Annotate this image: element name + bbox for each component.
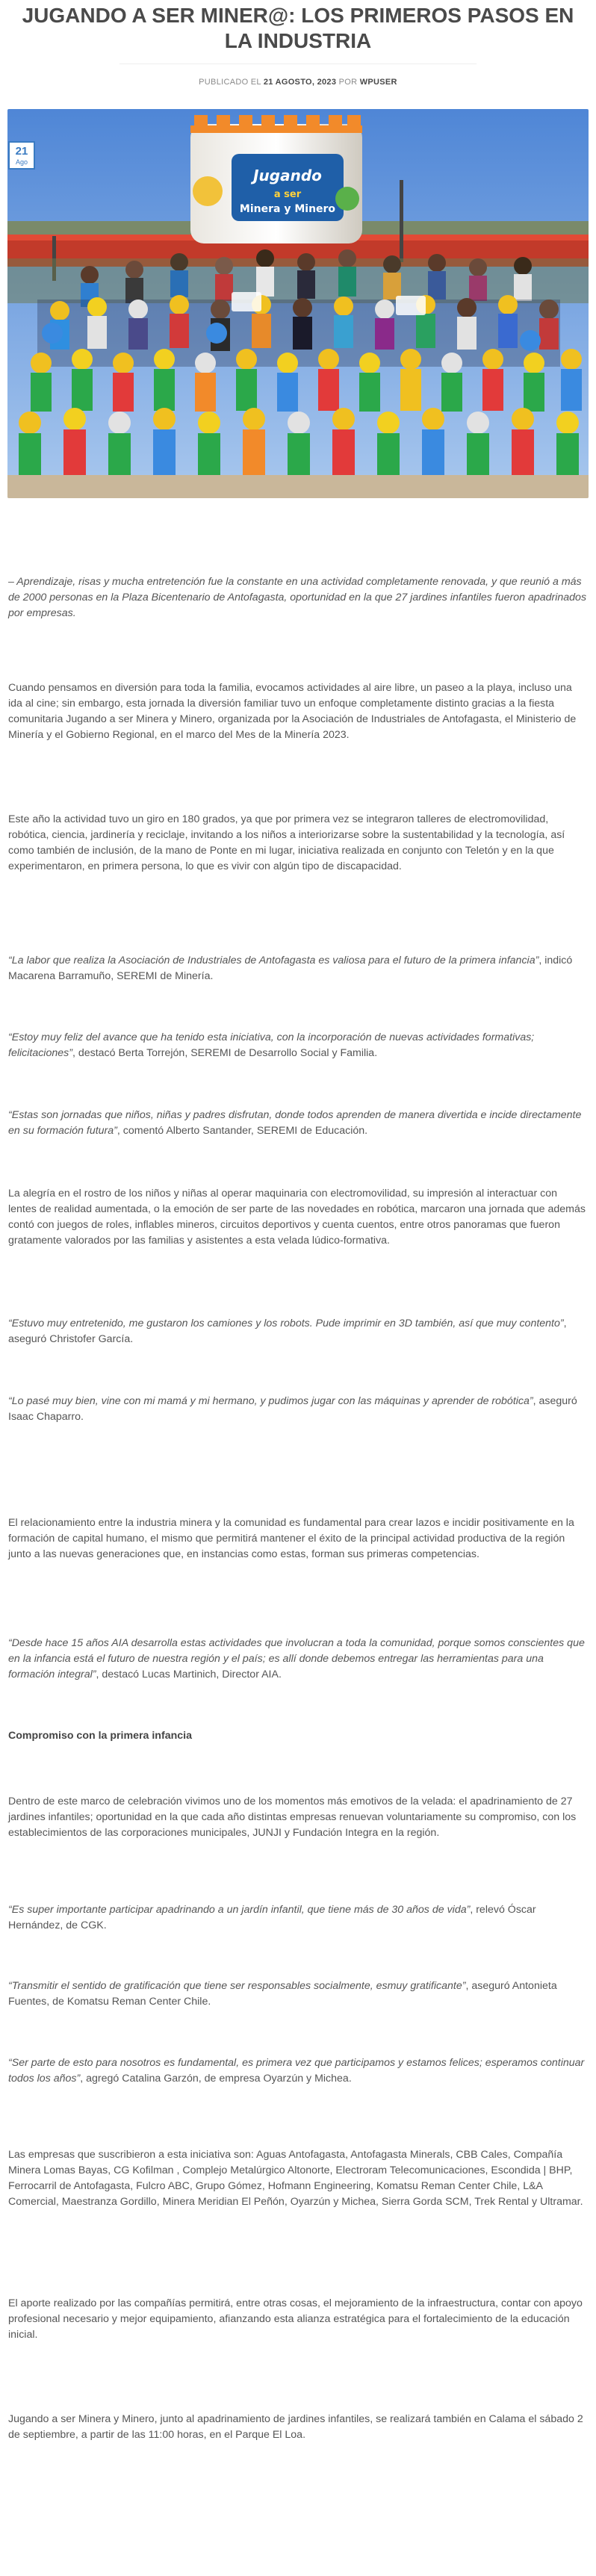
featured-image: [7, 109, 589, 498]
body-paragraph: [8, 1794, 588, 1841]
quote-paragraph: [8, 1902, 588, 1934]
quote-paragraph: [8, 1108, 588, 1139]
paragraph-text: Cuando pensamos en diversión para toda la familia, evocamos actividades al aire libre, un paseo a la playa, incluso una ida al cine; sin embargo, esta jornada la diversión familiar tuvo un enfoque completamente distinto gracias a la fiesta comunitaria Jugando a ser Minera y Minero, organizada por la Asociación de Industriales de Antofagasta, el Ministerio de Minería y el Gobierno Regional, en el marco del Mes de la Minería 2023.: [8, 682, 577, 741]
lead-paragraph: [8, 574, 588, 621]
quote-text: “Desde hace 15 años AIA desarrolla estas actividades que involucran a toda la comunidad, porque somos conscientes que en la infancia está el futuro de nuestra región y el país; es allí donde debemos entregar las herramientas para una formación integral”: [8, 1637, 585, 1680]
paragraph-text: , indicó Macarena Barramuño, SEREMI de Minería.: [8, 955, 573, 982]
quote-paragraph: [8, 1316, 588, 1347]
badge-day: 21: [15, 145, 28, 158]
quote-text: “La labor que realiza la Asociación de Industriales de Antofagasta es valiosa para el futuro de la primera infancia”: [8, 955, 539, 966]
quote-paragraph: [8, 953, 588, 984]
quote-text: – Aprendizaje, risas y mucha entretención fue la constante en una actividad completamente renovada, y que reunió a más de 2000 personas en la Plaza Bicentenario de Antofagasta, oportunidad en la que 27 jardines infantiles fueron apadrinados por empresas.: [8, 576, 587, 619]
body-paragraph: [8, 1515, 588, 1562]
body-paragraph: [8, 1186, 588, 1249]
paragraph-text: Dentro de este marco de celebración vivimos uno de los momentos más emotivos de la velada: el apadrinamiento de 27 jardines infantiles; oportunidad en la que cada año distintas empresas renuevan voluntariamente su compromiso, con los establecimientos de las corporaciones municipales, JUNJI y Fundación Integra en la región.: [8, 1796, 577, 1839]
quote-text: “Es super importante participar apadrinando a un jardín infantil, que tiene más de 30 años de vida”: [8, 1904, 471, 1916]
post-date-badge: [8, 141, 35, 170]
badge-month: Ago: [15, 158, 28, 166]
post-date-link[interactable]: 21 AGOSTO, 2023: [263, 78, 337, 87]
author-link[interactable]: WPUSER: [359, 78, 397, 87]
quote-paragraph: [8, 1978, 588, 2010]
title-divider: [119, 63, 477, 64]
meta-by: POR: [338, 78, 358, 87]
svg-text:Minera y Minero: Minera y Minero: [239, 203, 336, 215]
paragraph-text: , aseguró Isaac Chaparro.: [8, 1395, 577, 1423]
paragraph-text: El aporte realizado por las compañías permitirá, entre otras cosas, el mejoramiento de la infraestructura, contar con apoyo profesional necesario y mejor equipamiento, afianzando esta alianza estratégica para el fortalecimiento de la educación inicial.: [8, 2297, 583, 2341]
quote-text: “Transmitir el sentido de gratificación que tiene ser responsables socialmente, esmuy gratificante”: [8, 1980, 466, 1992]
paragraph-text: , destacó Berta Torrejón, SEREMI de Desarrollo Social y Familia.: [72, 1047, 378, 1059]
body-paragraph: [8, 2296, 588, 2343]
paragraph-text: Este año la actividad tuvo un giro en 180 grados, ya que por primera vez se integraron talleres de electromovilidad, robótica, ciencia, jardinería y reciclaje, invitando a los niños a interiorizarse sobre la sustentabilidad y la tecnología, así como también de inclusión, de la mano de Ponte en mi lugar, iniciativa realizada en conjunto con Teletón y en la que experimentaron, en primera persona, lo que es vivir con algún tipo de discapacidad.: [8, 813, 565, 872]
post-title: JUGANDO A SER MINER@: LOS PRIMEROS PASOS EN LA INDUSTRIA: [22, 4, 574, 52]
paragraph-text: El relacionamiento entre la industria minera y la comunidad es fundamental para crear lazos e incidir positivamente en la formación de capital humano, el mismo que permitirá mantener el éxito de la principal actividad productiva de la región junto a las nuevas generaciones que, en instancias como estas, forman sus primeras competencias.: [8, 1517, 574, 1560]
paragraph-text: , destacó Lucas Martinich, Director AIA.: [96, 1669, 282, 1680]
quote-text: “Estoy muy feliz del avance que ha tenido esta iniciativa, con la incorporación de nuevas actividades formativas; felicitaciones”: [8, 1031, 535, 1059]
body-paragraph: [8, 2412, 588, 2443]
sponsors-paragraph: [8, 2147, 588, 2210]
quote-paragraph: [8, 1030, 588, 1061]
paragraph-text: , aseguró Antonieta Fuentes, de Komatsu Reman Center Chile.: [8, 1980, 557, 2008]
quote-paragraph: [8, 1394, 588, 1425]
group-photo-illustration: [7, 109, 589, 498]
quote-paragraph: [8, 2055, 588, 2087]
paragraph-text: , comentó Alberto Santander, SEREMI de Educación.: [117, 1125, 368, 1137]
paragraph-text: , relevó Óscar Hernández, de CGK.: [8, 1904, 536, 1931]
quote-text: “Estuvo muy entretenido, me gustaron los camiones y los robots. Pude imprimir en 3D también, así que muy contento”: [8, 1318, 564, 1329]
quote-paragraph: [8, 1636, 588, 1683]
svg-text:Jugando: Jugando: [253, 167, 322, 184]
quote-text: “Estas son jornadas que niños, niñas y padres disfrutan, donde todos aprenden de manera divertida e incide directamente en su formación futura”: [8, 1109, 582, 1137]
paragraph-text: , aseguró Christofer García.: [8, 1318, 567, 1345]
body-paragraph: [8, 680, 588, 743]
quote-text: “Ser parte de esto para nosotros es fundamental, es primera vez que participamos y estamos felices; esperamos continuar todos los años”: [8, 2057, 585, 2085]
quote-text: “Lo pasé muy bien, vine con mi mamá y mi hermano, y pudimos jugar con las máquinas y aprender de robótica”: [8, 1395, 533, 1407]
body-paragraph: [8, 812, 588, 875]
section-heading: [8, 1728, 588, 1744]
paragraph-text: Las empresas que suscribieron a esta iniciativa son: Aguas Antofagasta, Antofagasta Minerals, CBB Cales, Compañía Minera Lomas Bayas, CG Kofilman , Complejo Metalúrgico Altonorte, Electroram Telecomunicaciones, Escondida | BHP, Ferrocarril de Antofagasta, Fulcro ABC, Grupo Gómez, Hofmann Engineering, Komatsu Reman Center Chile, L&A Comercial, Maestranza Gordillo, Minera Meridian El Peñón, Oyarzún y Michea, Sierra Gorda SCM, Trek Rental y Ultramar.: [8, 2149, 583, 2208]
post-meta: [0, 78, 596, 87]
paragraph-text: , agregó Catalina Garzón, de empresa Oyarzún y Michea.: [80, 2073, 352, 2085]
svg-text:a ser: a ser: [273, 189, 302, 200]
paragraph-text: La alegría en el rostro de los niños y niñas al operar maquinaria con electromovilidad, su impresión al interactuar con lentes de realidad aumentada, o la emoción de ser parte de las novedades en robótica, marcaron una jornada que además contó con juegos de roles, inflables mineros, circuitos deportivos y cuenta cuentos, entre otros panoramas que fueron gratamente valorados por las familias y asistentes a esta velada lúdico-formativa.: [8, 1188, 586, 1247]
paragraph-text: Jugando a ser Minera y Minero, junto al apadrinamiento de jardines infantiles, se realizará también en Calama el sábado 2 de septiembre, a partir de las 11:00 horas, en el Parque El Loa.: [8, 2413, 583, 2441]
meta-prefix: PUBLICADO EL: [199, 78, 261, 87]
paragraph-text: Compromiso con la primera infancia: [8, 1730, 192, 1742]
